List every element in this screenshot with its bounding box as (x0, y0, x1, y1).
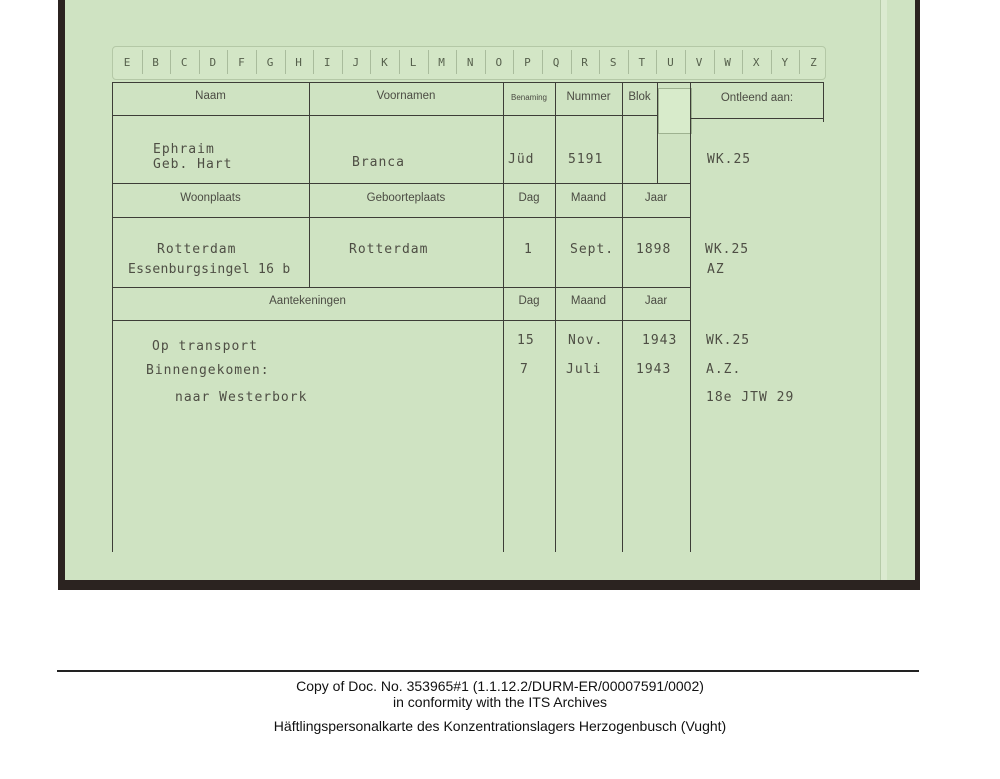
tab-separator (227, 50, 228, 74)
tab-separator (142, 50, 143, 74)
tab-separator (370, 50, 371, 74)
header-maand-2: Maand (570, 295, 607, 307)
note-text: naar Westerbork (175, 390, 308, 405)
tab-separator (571, 50, 572, 74)
note-bron: 18e JTW 29 (706, 390, 795, 405)
tab-separator (428, 50, 429, 74)
alphabet-tab: O (495, 56, 503, 69)
grid-line (503, 82, 504, 552)
header-dag: Dag (518, 192, 540, 204)
grid-line (112, 287, 690, 288)
tab-separator (799, 50, 800, 74)
header-ontleend: Ontleend aan: (720, 92, 794, 104)
note-maand: Juli (566, 362, 602, 377)
header-aantekeningen: Aantekeningen (269, 295, 346, 307)
tab-separator (313, 50, 314, 74)
grid-line (309, 82, 310, 287)
note-bron: A.Z. (706, 362, 742, 377)
alphabet-tab: S (609, 56, 617, 69)
alphabet-tab: R (581, 56, 588, 69)
tab-separator (170, 50, 171, 74)
alphabet-tab: D (209, 56, 217, 69)
tab-separator (542, 50, 543, 74)
header-maand: Maand (570, 192, 607, 204)
note-dag: 7 (520, 362, 529, 377)
ontleend-value-3: AZ (707, 262, 725, 277)
alphabet-tab: K (381, 56, 388, 69)
alphabet-tab: E (123, 56, 131, 69)
tab-separator (199, 50, 200, 74)
header-jaar: Jaar (644, 192, 668, 204)
footer-doc-number: Copy of Doc. No. 353965#1 (1.1.12.2/DURM-ER/00007591/0002) (296, 678, 704, 694)
grid-line (657, 82, 658, 183)
tab-separator (656, 50, 657, 74)
woonplaats-line-2: Essenburgsingel 16 b (128, 262, 291, 277)
tab-separator (714, 50, 715, 74)
nummer-value: 5191 (568, 152, 604, 167)
grid-line (555, 82, 556, 552)
note-jaar: 1943 (636, 362, 672, 377)
note-text: Binnengekomen: (146, 363, 270, 378)
tab-separator (771, 50, 772, 74)
header-nummer: Nummer (566, 91, 611, 103)
grid-line (690, 82, 691, 552)
alphabet-tab: P (524, 56, 531, 69)
ontleend-value-2: WK.25 (705, 242, 750, 257)
footer-conformity: in conformity with the ITS Archives (393, 694, 607, 710)
note-jaar: 1943 (642, 333, 678, 348)
grid-line (112, 82, 824, 83)
header-blok: Blok (628, 91, 651, 103)
grid-line (112, 82, 113, 552)
woonplaats-line-1: Rotterdam (157, 242, 237, 257)
birth-dag-value: 1 (524, 242, 533, 257)
alphabet-tab: F (238, 56, 245, 69)
grid-line (690, 118, 824, 119)
alphabet-tab: V (695, 56, 703, 69)
alphabet-tab: W (724, 56, 731, 69)
naam-line-1: Ephraim (153, 142, 215, 157)
header-woonplaats: Woonplaats (180, 192, 241, 204)
alphabet-tab: I (323, 56, 331, 69)
tab-separator (256, 50, 257, 74)
alphabet-tab: C (180, 56, 188, 69)
geboorteplaats-value: Rotterdam (349, 242, 429, 257)
tab-separator (599, 50, 600, 74)
blok-box (658, 88, 692, 134)
grid-line (112, 217, 690, 218)
tab-separator (342, 50, 343, 74)
alphabet-tab: J (352, 56, 360, 69)
grid-line (112, 183, 690, 184)
header-jaar-2: Jaar (644, 295, 668, 307)
header-voornamen: Voornamen (376, 90, 436, 102)
alphabet-tab: Z (810, 56, 817, 69)
note-dag: 15 (517, 333, 535, 348)
tab-separator (285, 50, 286, 74)
tab-separator (685, 50, 686, 74)
alphabet-tab: B (152, 56, 159, 69)
grid-line (112, 115, 657, 116)
footer-card-title: Häftlingspersonalkarte des Konzentrationslagers Herzogenbusch (Vught) (273, 718, 727, 734)
header-geboorteplaats: Geboorteplaats (366, 192, 446, 204)
tab-separator (485, 50, 486, 74)
header-dag-2: Dag (518, 295, 540, 307)
header-naam: Naam (195, 90, 226, 102)
note-text: Op transport (152, 339, 258, 354)
alphabet-tab: G (266, 56, 274, 69)
alphabet-tab: H (295, 56, 302, 69)
voornamen-value: Branca (352, 155, 405, 170)
birth-maand-value: Sept. (570, 242, 615, 257)
note-maand: Nov. (568, 333, 604, 348)
alphabet-tab: N (466, 56, 474, 69)
alphabet-tab: Q (552, 56, 560, 69)
benaming-value: Jüd (508, 152, 535, 167)
tab-separator (456, 50, 457, 74)
alphabet-tab: T (638, 56, 646, 69)
grid-line (622, 82, 623, 552)
card-edge (880, 0, 887, 580)
alphabet-tab: Y (781, 56, 789, 69)
note-bron: WK.25 (706, 333, 751, 348)
birth-jaar-value: 1898 (636, 242, 672, 257)
tab-separator (399, 50, 400, 74)
grid-line (112, 320, 690, 321)
tab-separator (742, 50, 743, 74)
alphabet-tab: M (438, 56, 445, 69)
footer-rule (57, 670, 919, 672)
alphabet-tab: L (409, 56, 417, 69)
ontleend-value-1: WK.25 (707, 152, 752, 167)
alphabet-tab: U (667, 56, 674, 69)
registration-card (65, 0, 915, 580)
tab-separator (513, 50, 514, 74)
header-benaming: Benaming (510, 93, 548, 102)
naam-line-2: Geb. Hart (153, 157, 233, 172)
tab-separator (628, 50, 629, 74)
alphabet-tab: X (752, 56, 760, 69)
